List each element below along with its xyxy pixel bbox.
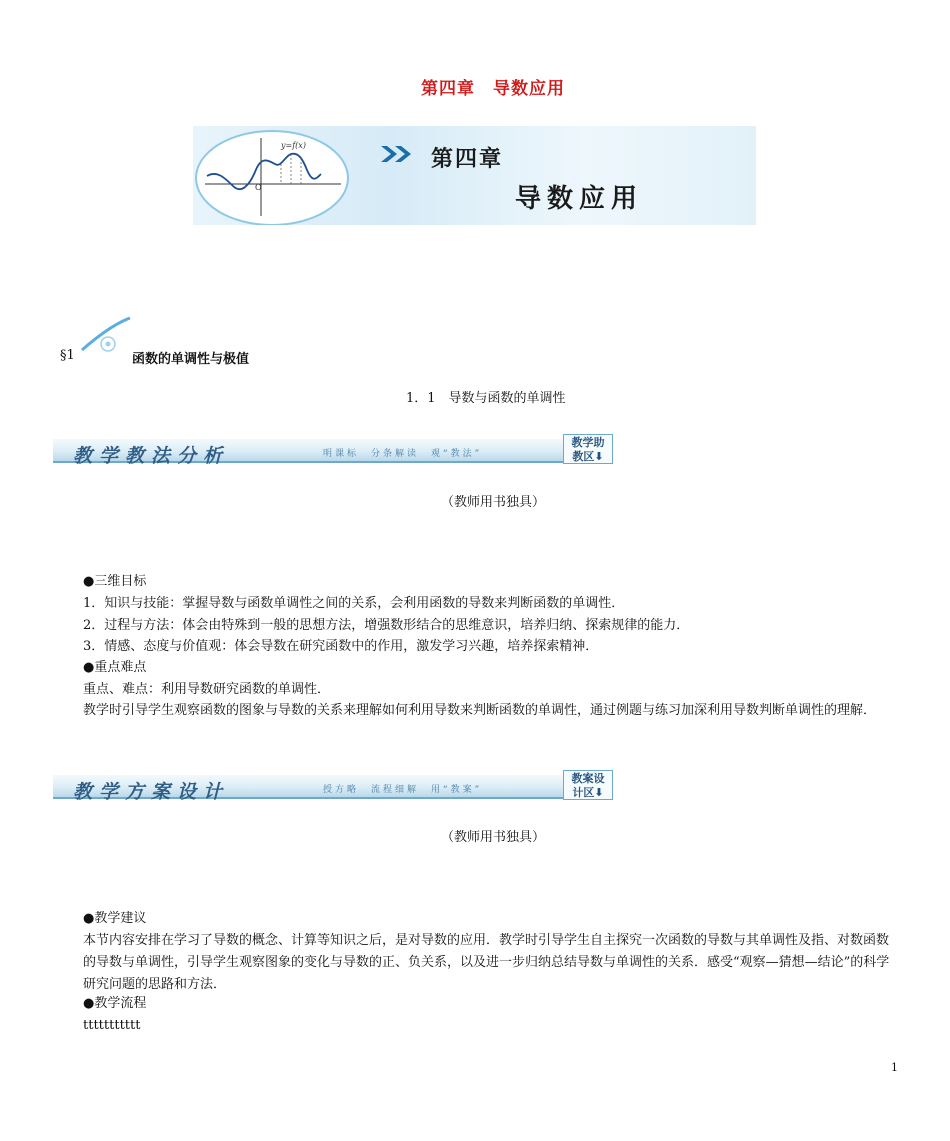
teaching-design-bar: [53, 770, 615, 803]
goals-heading: ●三维目标: [83, 574, 147, 589]
suggestion-heading: ●教学建议: [83, 911, 147, 926]
banner-chapter: 第四章: [431, 147, 504, 172]
target-arrow-icon: [78, 316, 134, 362]
assist-zone-badge: [563, 434, 613, 464]
goal-item: 1．知识与技能：掌握导数与函数单调性之间的关系，会利用函数的导数来判断函数的单调性．: [83, 596, 625, 611]
banner-title: 导数应用: [515, 184, 644, 214]
teacher-only-note: （教师用书独具）: [440, 830, 545, 845]
teacher-only-note: （教师用书独具）: [440, 495, 545, 510]
suggestion-paragraph: [83, 930, 898, 996]
graph-label: y=f(x): [281, 141, 306, 150]
teaching-analysis-bar: [53, 434, 615, 467]
key-points-paragraph: [83, 700, 898, 722]
goal-item: 2．过程与方法：体会由特殊到一般的思想方法，增强数形结合的思维意识，培养归纳、探索规律的能力．: [83, 618, 690, 633]
chevron-right-icon: [379, 144, 419, 164]
flow-heading: ●教学流程: [83, 996, 147, 1011]
key-points-text: 教学时引导学生观察函数的图象与导数的关系来理解如何利用导数来判断函数的单调性，通过例题与练习加深利用导数判断单调性的理解．: [83, 703, 877, 718]
section-mark: §1: [60, 348, 75, 363]
key-points-line: 重点、难点：利用导数研究函数的单调性．: [83, 682, 331, 697]
page-number: 1: [891, 1061, 898, 1074]
badge-line-1: 教案设: [571, 772, 605, 785]
bar-heading: 教学方案设计: [73, 781, 230, 803]
badge-line-1: 教学助: [571, 436, 605, 449]
flow-content: ttttttttttt: [83, 1018, 141, 1033]
chapter-title: 第四章 导数应用: [421, 79, 565, 99]
bar-subtitle: 明课标 分条解读 观“教法”: [323, 449, 483, 459]
bar-subtitle: 授方略 流程细解 用“教案”: [323, 785, 483, 795]
bar-heading: 教学教法分析: [73, 445, 230, 467]
function-graph-icon: [195, 130, 347, 222]
key-points-heading: ●重点难点: [83, 660, 147, 675]
suggestion-text: 本节内容安排在学习了导数的概念、计算等知识之后，是对导数的应用．教学时引导学生自主探究一次函数的导数与其单调性及指、对数函数的导数与单调性，引导学生观察图象的变化与导数的正、负关系，以及进一步归纳总结导数与单调性的关系．感受“观察—猜想—结论”的科学研究问题的思路和方法．: [83, 933, 890, 992]
svg-text:O: O: [255, 183, 262, 192]
section-title: 函数的单调性与极值: [132, 352, 250, 367]
badge-line-2: 教区⬇: [572, 450, 604, 463]
plan-zone-badge: [563, 770, 613, 800]
badge-line-2: 计区⬇: [572, 786, 604, 799]
goal-item: 3．情感、态度与价值观：体会导数在研究函数中的作用，激发学习兴趣，培养探索精神．: [83, 639, 599, 654]
chapter-banner: [193, 126, 756, 225]
subsection-title: 1．1 导数与函数的单调性: [406, 391, 566, 406]
